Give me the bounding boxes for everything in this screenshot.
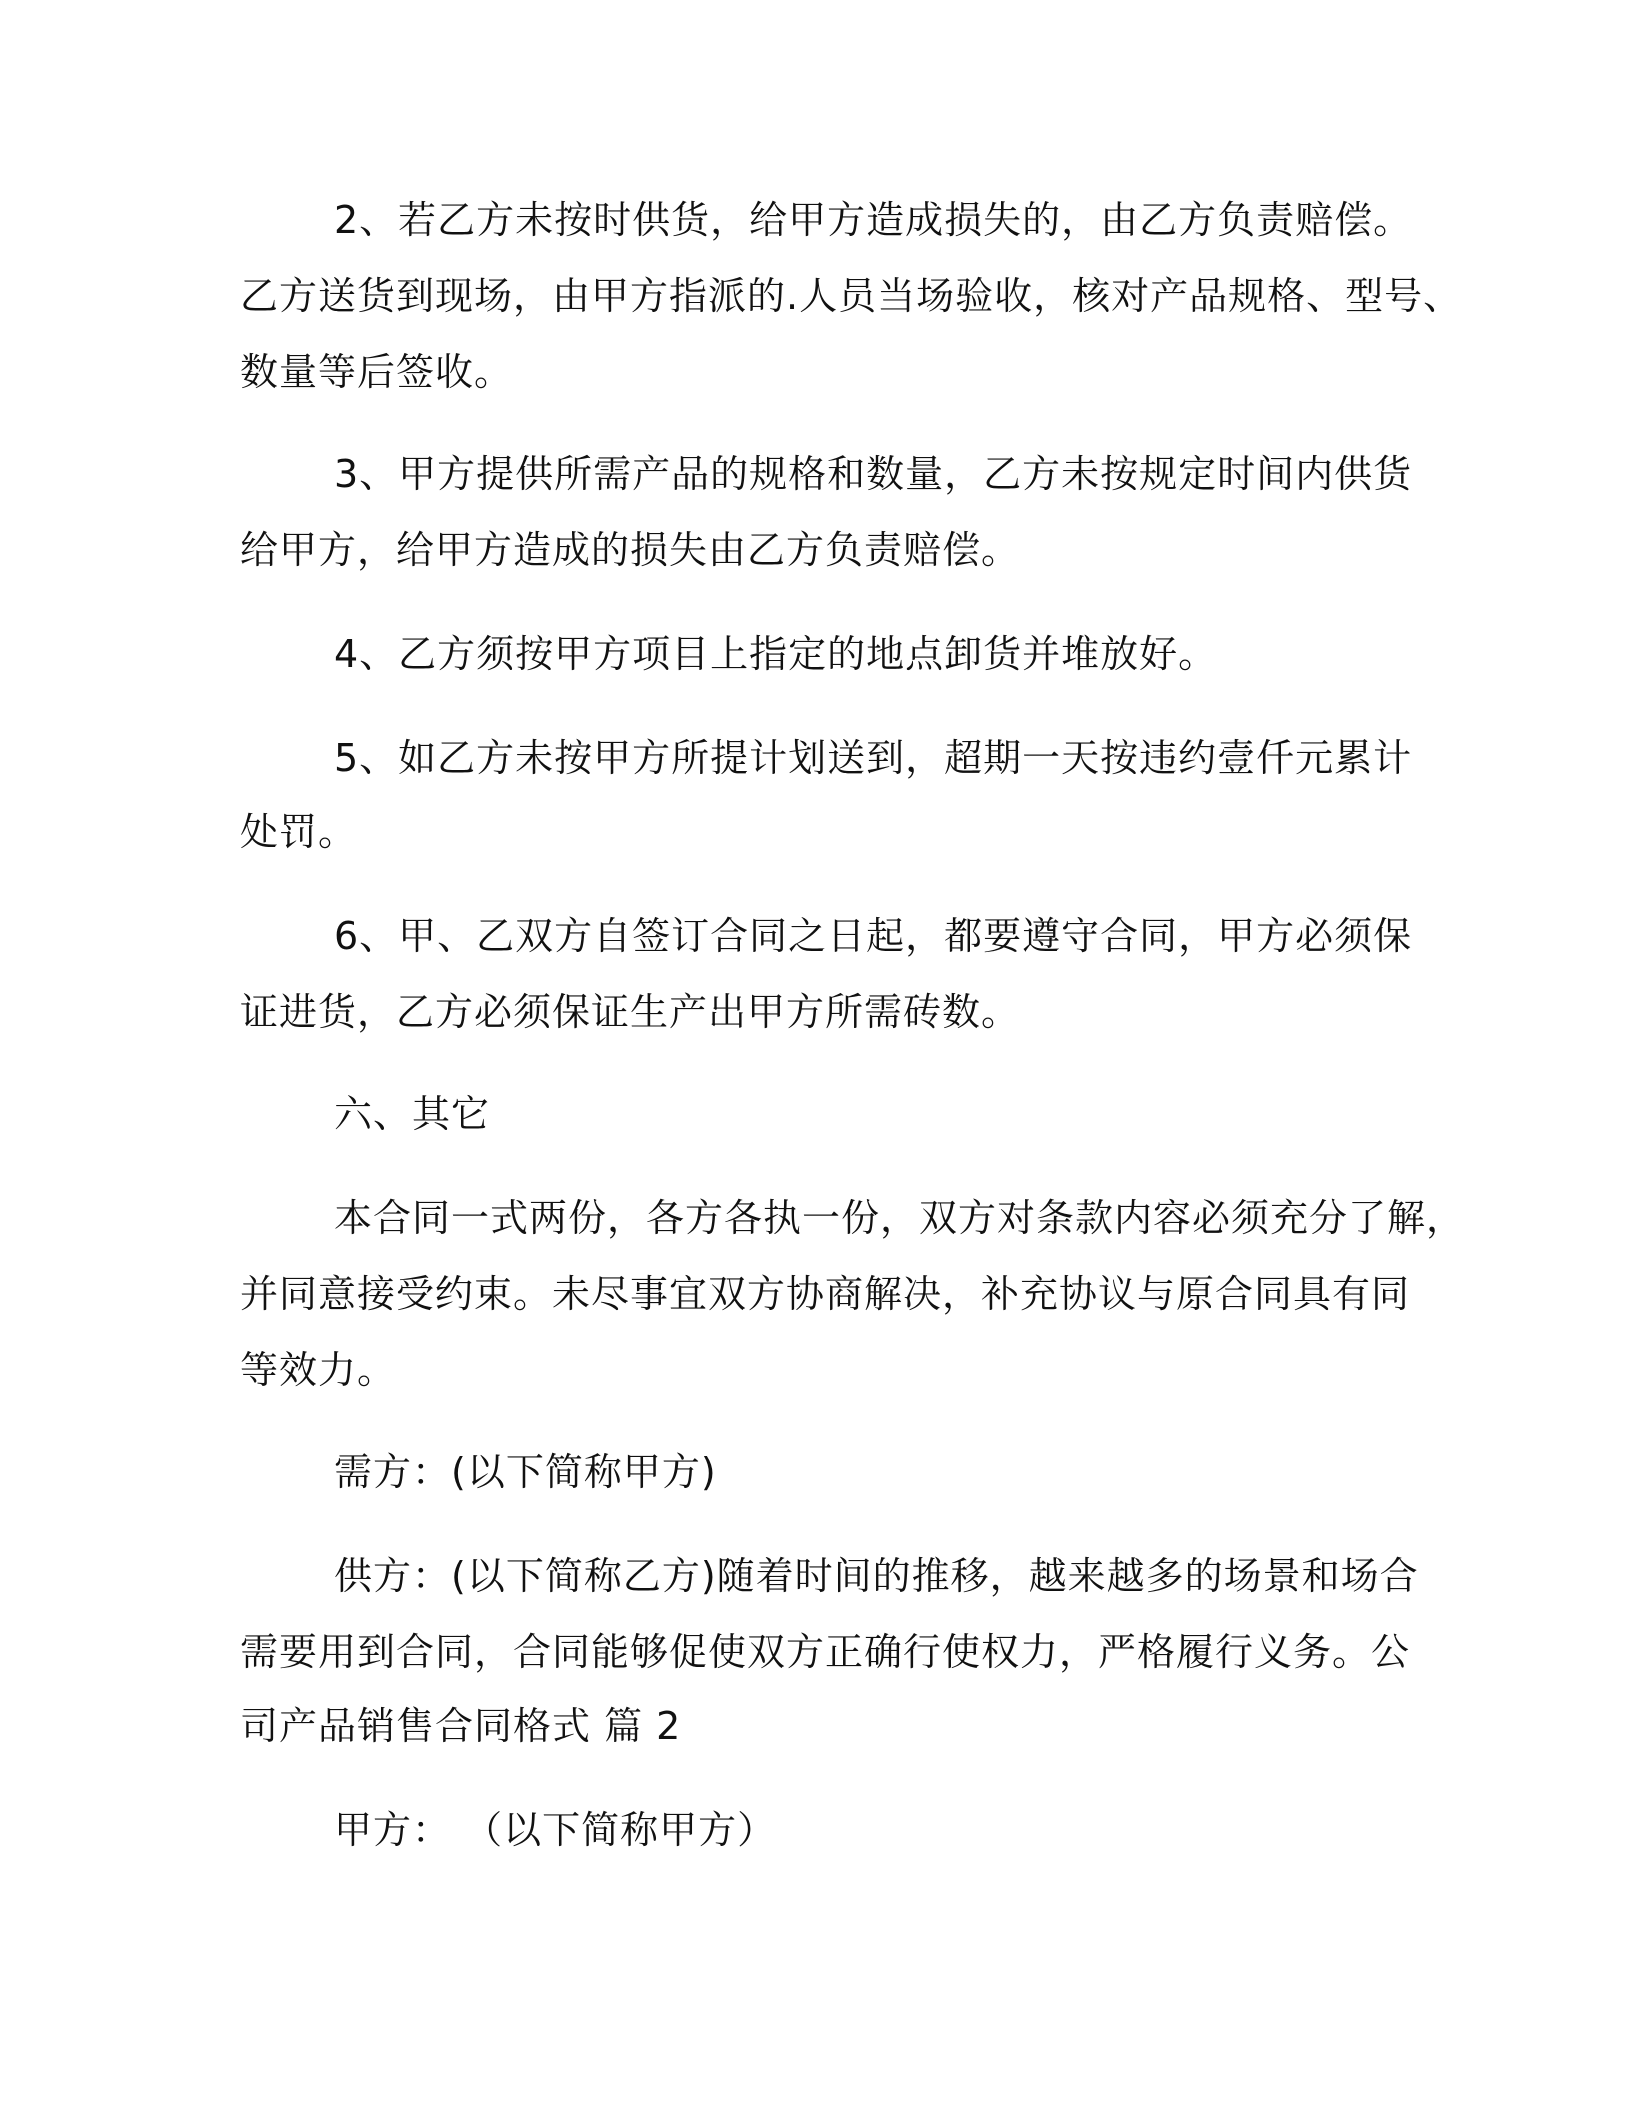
clause-6-line-1: 6、甲、乙双方自签订合同之日起，都要遵守合同，甲方必须保 [334,914,1413,958]
paragraph-copies-line-1: 本合同一式两份，各方各执一份，双方对条款内容必须充分了解， [334,1196,1466,1240]
clause-2-line-3: 数量等后签收。 [240,350,514,394]
paragraph-copies-line-3: 等效力。 [240,1348,397,1392]
paragraph-copies-line-2: 并同意接受约束。未尽事宜双方协商解决，补充协议与原合同具有同 [240,1272,1411,1316]
demand-party-line: 需方：(以下简称甲方) [334,1450,717,1494]
clause-5-line-2: 处罚。 [240,810,358,854]
supply-party-line-2: 需要用到合同，合同能够促使双方正确行使权力，严格履行义务。公 [240,1630,1411,1674]
clause-6-line-2: 证进货，乙方必须保证生产出甲方所需砖数。 [240,990,1021,1034]
clause-5-line-1: 5、如乙方未按甲方所提计划送到，超期一天按违约壹仟元累计 [334,736,1413,780]
clause-2-line-1: 2、若乙方未按时供货，给甲方造成损失的，由乙方负责赔偿。 [334,198,1413,242]
party-a-line: 甲方： （以下简称甲方） [334,1808,777,1852]
clause-3-line-1: 3、甲方提供所需产品的规格和数量，乙方未按规定时间内供货 [334,452,1413,496]
clause-3-line-2: 给甲方，给甲方造成的损失由乙方负责赔偿。 [240,528,1021,572]
clause-4-line-1: 4、乙方须按甲方项目上指定的地点卸货并堆放好。 [334,632,1218,676]
supply-party-line-1: 供方：(以下简称乙方)随着时间的推移，越来越多的场景和场合 [334,1554,1419,1598]
supply-party-line-3: 司产品销售合同格式 篇 2 [240,1704,682,1748]
section-heading-other: 六、其它 [334,1092,491,1136]
clause-2-line-2: 乙方送货到现场，由甲方指派的.人员当场验收，核对产品规格、型号、 [240,274,1463,318]
